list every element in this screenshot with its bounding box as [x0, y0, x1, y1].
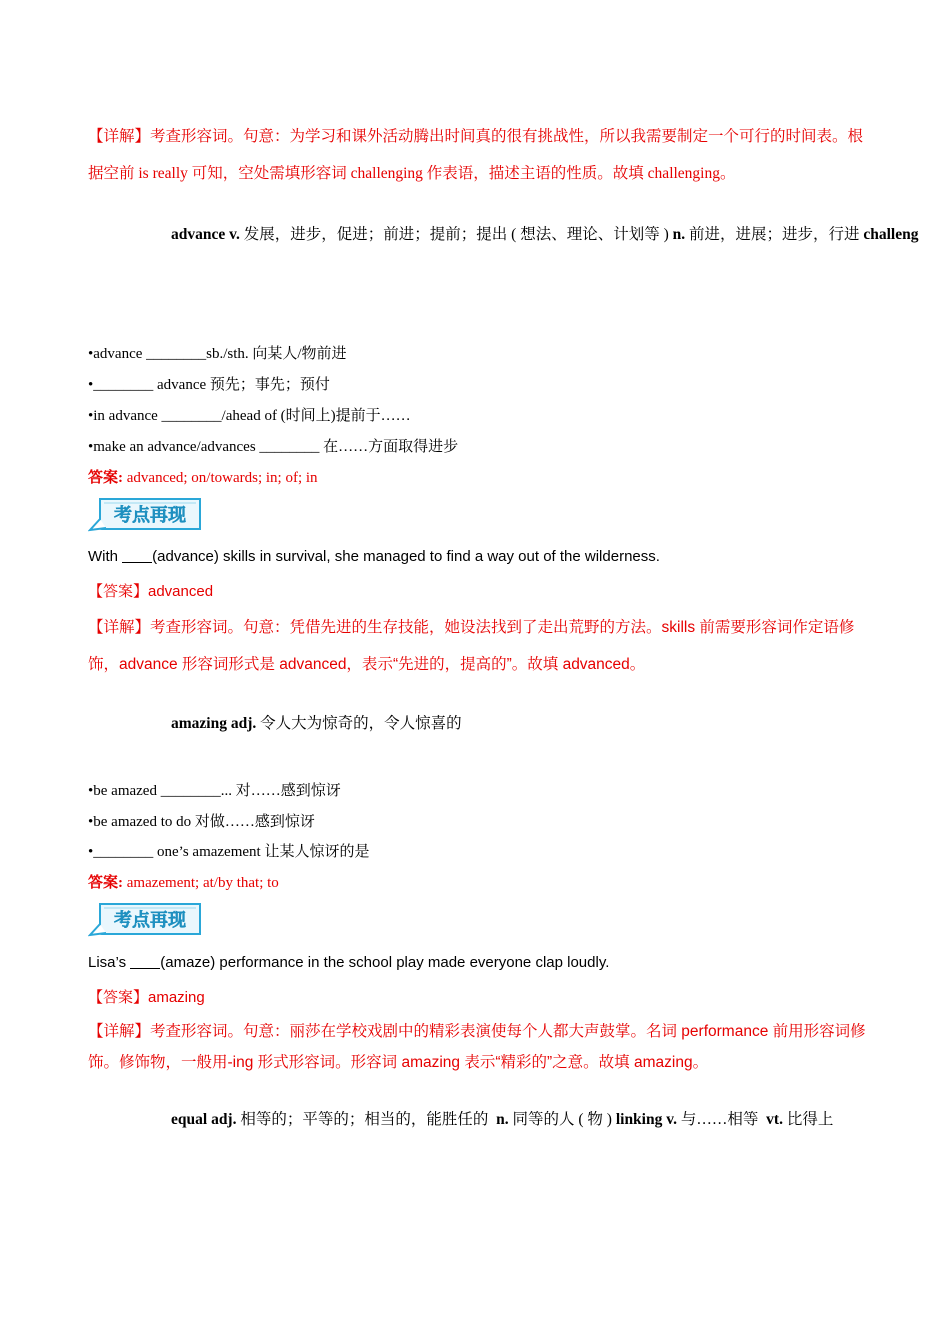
exam-point-badge — [88, 902, 204, 938]
exam-point-badge — [88, 497, 204, 533]
answer-text: advanced; on/towards; in; of; in — [123, 470, 318, 486]
headword: equal — [171, 1111, 208, 1128]
headword: advance — [171, 226, 226, 243]
badge-text: 考点再现 — [114, 505, 186, 526]
answer-label: 答案: — [88, 470, 123, 486]
practice-question: Lisa’s (amaze) performance in the school play made everyone clap loudly. — [88, 954, 610, 971]
pos-label: n. — [496, 1111, 509, 1128]
answer-text: amazement; at/by that; to — [123, 875, 279, 891]
phrase-item: •make an advance/advances ________ 在……方面取得进步 — [88, 439, 459, 455]
headword: amazing — [171, 715, 227, 732]
phrase-item: •in advance ________/ahead of (时间上)提前于…… — [88, 408, 411, 424]
vocab-heading-amazing — [171, 714, 462, 734]
detail-paragraph-3: 【详解】考查形容词。句意：丽莎在学校戏剧中的精彩表演使每个人都大声鼓掌。名词 performance 前用形容词修饰。修饰物，一般用-ing 形式形容词。形容词 amazing 表示“精彩的”之意。故填 amazing。 — [88, 1023, 866, 1071]
pos-label: adj. — [230, 715, 257, 732]
practice-question: With (advance) skills in survival, she managed to find a way out of the wilderness. — [88, 548, 660, 565]
phrase-item: •advance ________sb./sth. 向某人/物前进 — [88, 346, 347, 362]
pos-label: n. — [672, 226, 686, 243]
answer-line: 【答案】advanced — [88, 583, 214, 600]
detail-paragraph-1: 【详解】考查形容词。句意：为学习和课外活动腾出时间真的很有挑战性，所以我需要制定一个可行的时间表。根据空前 is really 可知，空处需填形容词 challenging 作表语，描述主语的性质。故填 challenging。 — [88, 128, 864, 182]
meaning: 令人大为惊奇的，令人惊喜的 — [260, 715, 462, 732]
meaning: 前进，进展；进步，行进 — [688, 226, 860, 243]
vocab-heading-equal — [171, 1110, 833, 1130]
meaning: 与……相等 — [680, 1111, 759, 1128]
vocab-heading-advance — [171, 225, 919, 245]
pos-label: adj. — [211, 1111, 237, 1128]
pos-label: vt. — [766, 1111, 783, 1128]
answer-line — [88, 468, 318, 488]
answer-blank — [130, 954, 160, 969]
phrase-item: •________ advance 预先；事先；预付 — [88, 377, 330, 393]
phrase-item: •be amazed to do 对做……感到惊讶 — [88, 814, 315, 830]
meaning: 同等的人 ( 物 ) — [512, 1111, 612, 1128]
answer-blank — [122, 548, 152, 563]
answer-line: 【答案】amazing — [88, 989, 205, 1006]
meaning: 相等的；平等的；相当的，能胜任的 — [240, 1111, 489, 1128]
pos-label: v. — [229, 226, 240, 243]
phrase-item: •________ one’s amazement 让某人惊讶的是 — [88, 844, 370, 860]
badge-text: 考点再现 — [114, 910, 186, 931]
pos-label: linking v. — [615, 1111, 678, 1128]
meaning: 比得上 — [786, 1111, 834, 1128]
overflow-text: challeng — [863, 226, 919, 243]
detail-paragraph-2: 【详解】考查形容词。句意：凭借先进的生存技能，她设法找到了走出荒野的方法。skills 前需要形容词作定语修饰，advance 形容词形式是 advanced，表示“先进的，提高的”。故填 advanced。 — [88, 619, 855, 673]
phrase-item: •be amazed ________... 对……感到惊讶 — [88, 783, 341, 799]
meaning: 发展，进步，促进；前进；提前；提出 ( 想法、理论、计划等 ) — [243, 226, 669, 243]
answer-label: 答案: — [88, 875, 123, 891]
answer-line — [88, 873, 279, 893]
